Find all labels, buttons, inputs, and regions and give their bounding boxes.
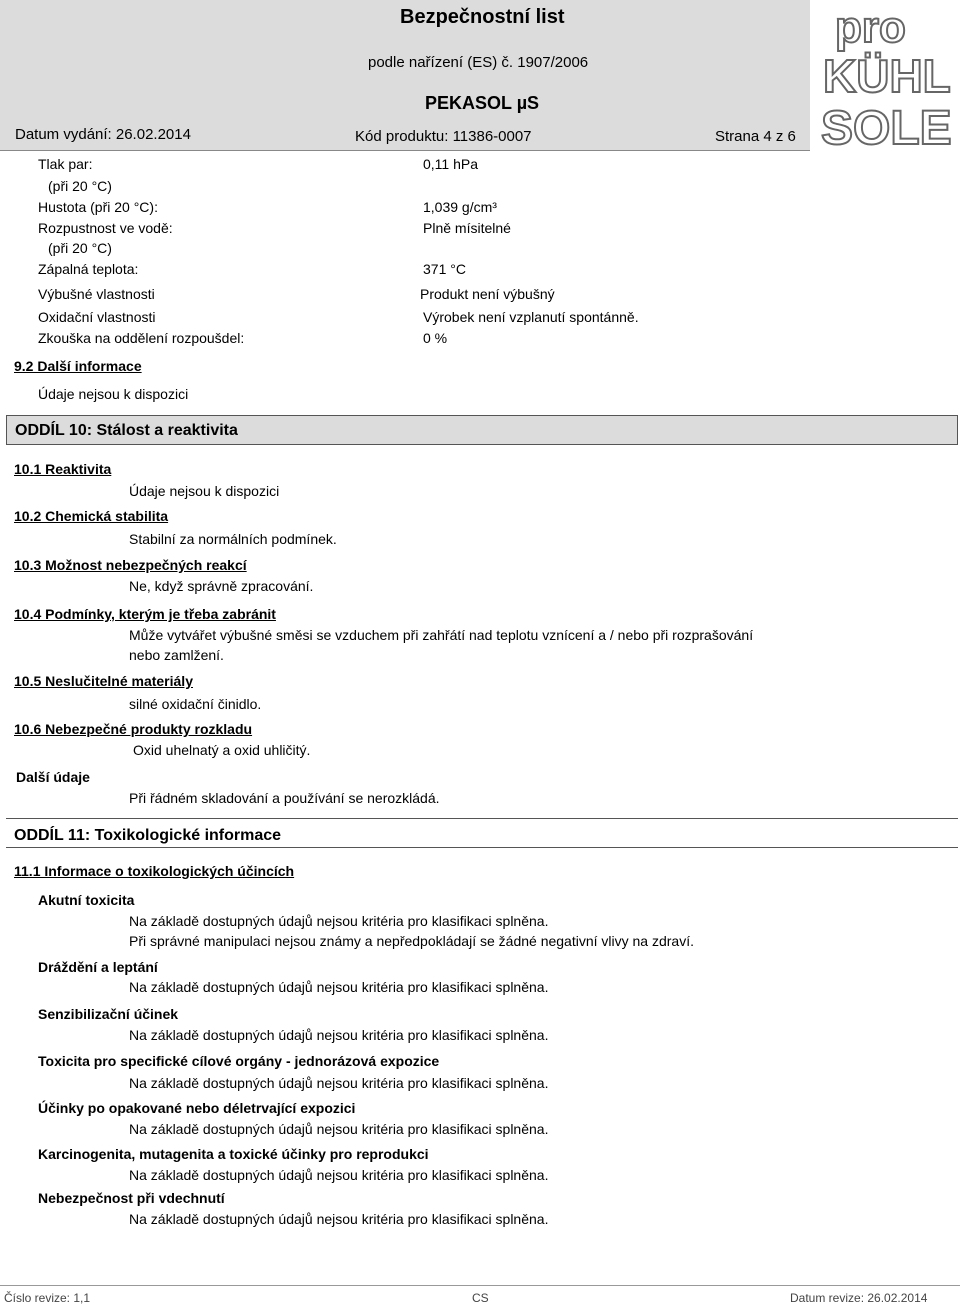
subsection-text: Ne, když správně zpracování. <box>129 578 314 594</box>
subsection-heading: 10.3 Možnost nebezpečných reakcí <box>14 557 247 573</box>
section-10-header <box>6 415 958 445</box>
subsection-text-continued: nebo zamlžení. <box>129 647 224 663</box>
page-number: Strana 4 z 6 <box>715 128 796 145</box>
property-label: Tlak par: <box>38 156 93 172</box>
tox-heading: Účinky po opakované nebo déletrvající expozici <box>38 1100 356 1116</box>
property-value: Plně mísitelné <box>423 220 511 236</box>
section-10-title: ODDÍL 10: Stálost a reaktivita <box>15 422 238 439</box>
tox-text: Na základě dostupných údajů nejsou kritéria pro klasifikaci splněna. <box>129 1075 549 1091</box>
tox-text: Na základě dostupných údajů nejsou kritéria pro klasifikaci splněna. <box>129 913 549 929</box>
additional-info-text: Při řádném skladování a používání se nerozkládá. <box>129 790 440 806</box>
property-label: Zkouška na oddělení rozpoušdel: <box>38 330 245 346</box>
tox-text: Na základě dostupných údajů nejsou kritéria pro klasifikaci splněna. <box>129 1027 549 1043</box>
property-label: Hustota (při 20 °C): <box>38 199 158 215</box>
property-value: Výrobek není vzplanutí spontánně. <box>423 309 639 325</box>
header-divider <box>0 150 810 151</box>
tox-text: Na základě dostupných údajů nejsou kritéria pro klasifikaci splněna. <box>129 1121 549 1137</box>
subsection-text: Oxid uhelnatý a oxid uhličitý. <box>133 742 311 758</box>
property-label: Oxidační vlastnosti <box>38 309 156 325</box>
property-label: Rozpustnost ve vodě: <box>38 220 173 236</box>
additional-info-heading: Další údaje <box>16 769 90 785</box>
tox-heading: Akutní toxicita <box>38 892 135 908</box>
logo-line1: pro <box>835 3 906 52</box>
subsection-heading: 10.1 Reaktivita <box>14 461 112 477</box>
tox-heading: Toxicita pro specifické cílové orgány - jednorázová expozice <box>38 1053 440 1069</box>
subsection-text: silné oxidační činidlo. <box>129 696 262 712</box>
subsection-text: Stabilní za normálních podmínek. <box>129 531 337 547</box>
property-condition: (při 20 °C) <box>48 178 112 194</box>
property-value: Produkt není výbušný <box>420 286 555 302</box>
logo-line3: SOLE <box>821 102 952 150</box>
issue-date: Datum vydání: 26.02.2014 <box>15 126 191 143</box>
property-label: Výbušné vlastnosti <box>38 286 155 302</box>
footer-divider <box>0 1285 960 1286</box>
section-11-title: ODDÍL 11: Toxikologické informace <box>14 827 282 844</box>
property-label: Zápalná teplota: <box>38 261 139 277</box>
product-name: PEKASOL µS <box>425 93 540 113</box>
document-title: Bezpečnostní list <box>400 6 565 28</box>
tox-heading: Karcinogenita, mutagenita a toxické účinky pro reprodukci <box>38 1146 429 1162</box>
tox-heading: Senzibilizační účinek <box>38 1006 179 1022</box>
subsection-text: Údaje nejsou k dispozici <box>129 483 280 499</box>
tox-heading: Dráždění a leptání <box>38 959 158 975</box>
tox-text-continued: Při správné manipulaci nejsou známy a nepředpokládají se žádné negativní vlivy na zdraví. <box>129 933 694 949</box>
footer-revision-date: Datum revize: 26.02.2014 <box>790 1291 928 1305</box>
footer-revision: Číslo revize: 1,1 <box>4 1291 91 1305</box>
tox-text: Na základě dostupných údajů nejsou kritéria pro klasifikaci splněna. <box>129 1211 549 1227</box>
tox-text: Na základě dostupných údajů nejsou kritéria pro klasifikaci splněna. <box>129 979 549 995</box>
section-9-2-text: Údaje nejsou k dispozici <box>38 386 189 402</box>
tox-text: Na základě dostupných údajů nejsou kritéria pro klasifikaci splněna. <box>129 1167 549 1183</box>
logo-line2: KÜHL <box>823 50 951 102</box>
section-9-2-heading: 9.2 Další informace <box>14 358 142 374</box>
property-value: 371 °C <box>423 261 466 277</box>
subsection-text: Může vytvářet výbušné směsi se vzduchem při zahřátí nad teplotu vznícení a / nebo při rozprašování <box>129 627 754 643</box>
tox-heading: Nebezpečnost při vdechnutí <box>38 1190 225 1206</box>
property-value: 0 % <box>423 330 448 346</box>
product-code: Kód produktu: 11386-0007 <box>355 128 532 145</box>
section-11-1-heading: 11.1 Informace o toxikologických účincích <box>14 863 295 879</box>
subsection-heading: 10.4 Podmínky, kterým je třeba zabránit <box>14 606 276 622</box>
subsection-heading: 10.6 Nebezpečné produkty rozkladu <box>14 721 253 737</box>
property-value: 0,11 hPa <box>423 156 479 172</box>
company-logo <box>815 0 960 150</box>
subsection-heading: 10.5 Neslučitelné materiály <box>14 673 193 689</box>
section-11-header <box>6 818 958 848</box>
regulation-subtitle: podle nařízení (ES) č. 1907/2006 <box>368 54 589 71</box>
property-value: 1,039 g/cm³ <box>423 199 497 215</box>
subsection-heading: 10.2 Chemická stabilita <box>14 508 169 524</box>
property-condition: (při 20 °C) <box>48 240 112 256</box>
footer-language: CS <box>472 1291 489 1305</box>
